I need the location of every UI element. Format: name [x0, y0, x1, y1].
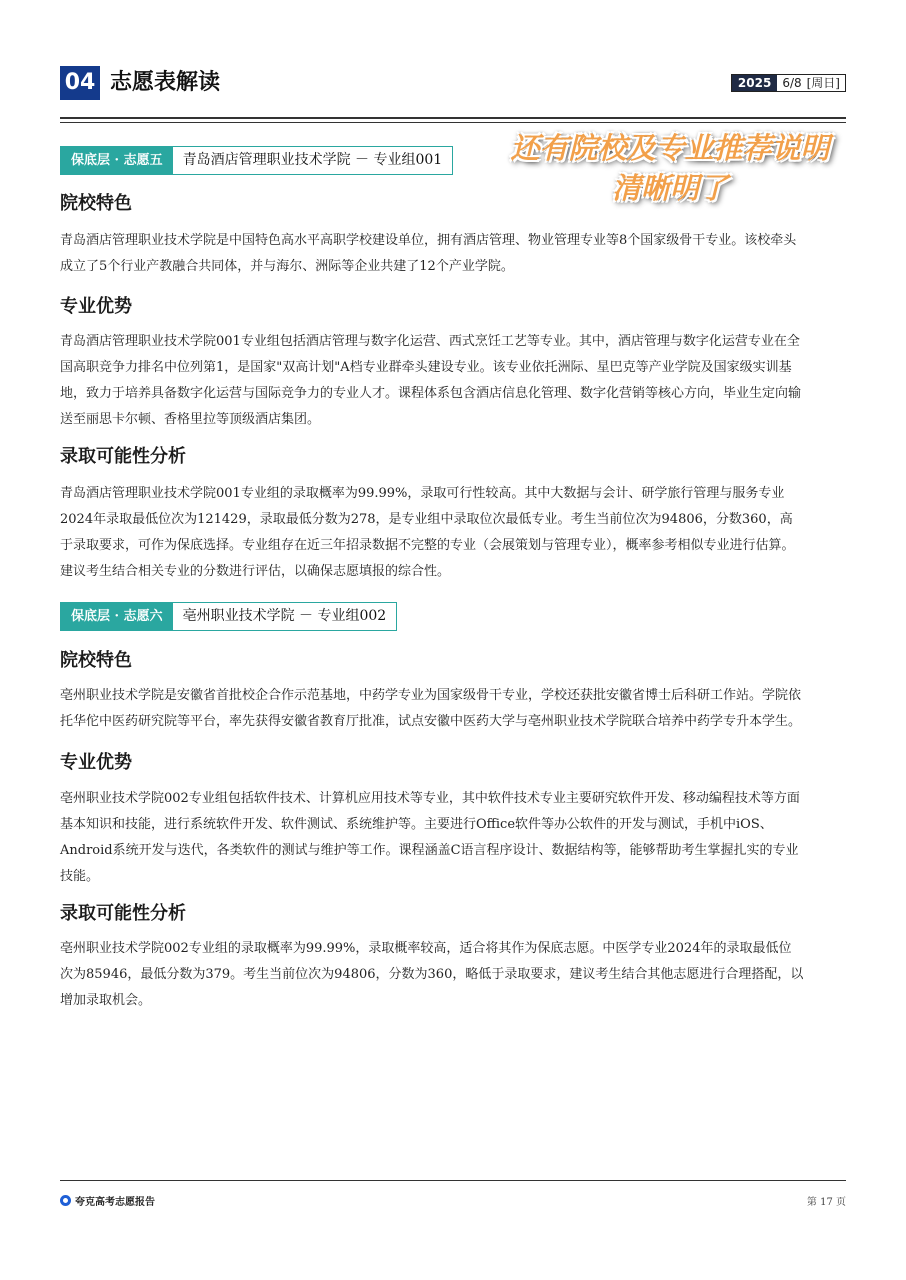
- paragraph-line: 2024年录取最低位次为121429，录取最低分数为278，是专业组中录取位次最低专业。考生当前位次为94806，分数360，高: [60, 512, 793, 527]
- paragraph-admission-analysis: [60, 936, 846, 1014]
- heading-school-features: 院校特色: [60, 193, 132, 214]
- date-month-day: 6/8: [782, 76, 802, 90]
- paragraph-line: 国高职竞争力排名中位列第1，是国家"双高计划"A档专业群牵头建设专业。该专业依托洲际、星巴克等产业学院及国家级实训基: [60, 360, 792, 375]
- paragraph-line: 亳州职业技术学院是安徽省首批校企合作示范基地，中药学专业为国家级骨干专业，学校还获批安徽省博士后科研工作站。学院依: [60, 688, 802, 703]
- paragraph-line: 技能。: [60, 869, 100, 884]
- paragraph-line: 增加录取机会。: [60, 993, 152, 1008]
- section-title: 志愿表解读: [110, 70, 221, 95]
- footer-brand: [60, 1193, 155, 1208]
- section-number-badge: 04: [60, 66, 100, 100]
- paragraph-major-advantage: [60, 329, 846, 433]
- paragraph-line: 地，致力于培养具备数字化运营与国际竞争力的专业人才。课程体系包含酒店信息化管理、数字化营销等核心方向，毕业生定向输: [60, 386, 802, 401]
- entry-tag: [60, 602, 397, 631]
- header-divider-thick: [60, 117, 846, 119]
- paragraph-major-advantage: [60, 786, 846, 890]
- paragraph-line: 建议考生结合相关专业的分数进行评估，以确保志愿填报的综合性。: [60, 564, 451, 579]
- footer-divider: [60, 1180, 846, 1181]
- brand-logo-icon: [60, 1195, 71, 1206]
- heading-major-advantage: 专业优势: [60, 752, 132, 773]
- heading-admission-analysis: 录取可能性分析: [60, 903, 186, 924]
- paragraph-line: 青岛酒店管理职业技术学院001专业组包括酒店管理与数字化运营、西式烹饪工艺等专业。其中，酒店管理与数字化运营专业在全: [60, 334, 800, 349]
- entry-tag-label: 保底层 · 志愿六: [61, 603, 173, 630]
- paragraph-line: 青岛酒店管理职业技术学院001专业组的录取概率为99.99%，录取可行性较高。其中大数据与会计、研学旅行管理与服务专业: [60, 486, 785, 501]
- overlay-caption-line: 清晰明了: [611, 171, 728, 205]
- section-header: [60, 66, 846, 100]
- overlay-caption-line: 还有院校及专业推荐说明: [510, 131, 830, 165]
- entry-tag-school: 亳州职业技术学院 － 专业组002: [173, 603, 397, 630]
- paragraph-line: 送至丽思卡尔顿、香格里拉等顶级酒店集团。: [60, 412, 321, 427]
- paragraph-line: 亳州职业技术学院002专业组包括软件技术、计算机应用技术等专业，其中软件技术专业主要研究软件开发、移动编程技术等方面: [60, 791, 800, 806]
- footer-brand-name: 夸克高考志愿报告: [75, 1197, 155, 1208]
- overlay-caption: [490, 128, 850, 208]
- date-box: [731, 74, 846, 92]
- heading-school-features: 院校特色: [60, 650, 132, 671]
- header-divider-thin: [60, 122, 846, 123]
- paragraph-line: Android系统开发与迭代，各类软件的测试与维护等工作。课程涵盖C语言程序设计、数据结构等，能够帮助考生掌握扎实的专业: [60, 843, 799, 858]
- paragraph-admission-analysis: [60, 481, 846, 585]
- paragraph-line: 托华佗中医药研究院等平台，率先获得安徽省教育厅批准，试点安徽中医药大学与亳州职业技术学院联合培养中药学专升本学生。: [60, 714, 802, 729]
- date-year: 2025: [732, 75, 777, 91]
- paragraph-school-features: [60, 683, 846, 735]
- paragraph-line: 基本知识和技能，进行系统软件开发、软件测试、系统维护等。主要进行Office软件等办公软件的开发与测试，手机中iOS、: [60, 817, 773, 832]
- paragraph-line: 次为85946，最低分数为379。考生当前位次为94806，分数为360，略低于录取要求，建议考生结合其他志愿进行合理搭配，以: [60, 967, 804, 982]
- paragraph-line: 青岛酒店管理职业技术学院是中国特色高水平高职学校建设单位，拥有酒店管理、物业管理专业等8个国家级骨干专业。该校牵头: [60, 233, 797, 248]
- entry-tag: [60, 146, 453, 175]
- date-weekday: [周日]: [806, 76, 840, 90]
- entry-tag-school: 青岛酒店管理职业技术学院 － 专业组001: [173, 147, 453, 174]
- entry-tag-label: 保底层 · 志愿五: [61, 147, 173, 174]
- paragraph-line: 于录取要求，可作为保底选择。专业组存在近三年招录数据不完整的专业（会展策划与管理专业），概率参考相似专业进行估算。: [60, 538, 795, 553]
- paragraph-line: 亳州职业技术学院002专业组的录取概率为99.99%，录取概率较高，适合将其作为保底志愿。中医学专业2024年的录取最低位: [60, 941, 792, 956]
- page-number: 第 17 页: [806, 1197, 846, 1208]
- heading-major-advantage: 专业优势: [60, 296, 132, 317]
- paragraph-line: 成立了5个行业产教融合共同体，并与海尔、洲际等企业共建了12个产业学院。: [60, 259, 514, 274]
- paragraph-school-features: [60, 228, 846, 280]
- heading-admission-analysis: 录取可能性分析: [60, 446, 186, 467]
